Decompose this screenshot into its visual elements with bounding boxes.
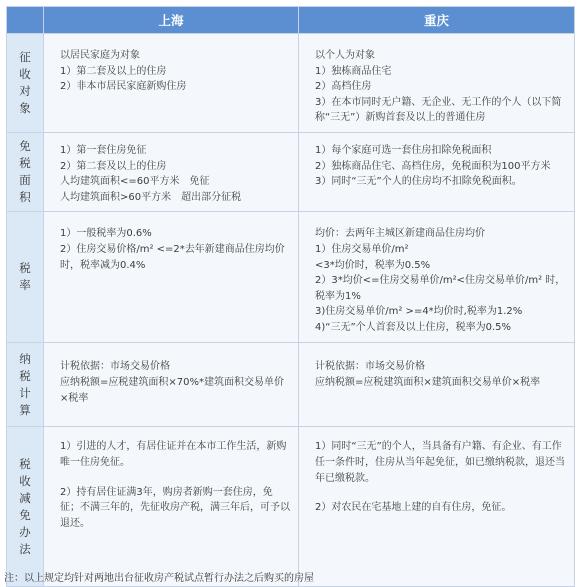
row-tax-relief (7, 427, 575, 587)
chongqing-cell: 计税依据：市场交易价格 应纳税额=应税建筑面积×建筑面积交易单价×税率 (299, 343, 575, 427)
shanghai-cell: 1）第一套住房免征 2）第二套及以上的住房 人均建筑面积<=60平方米 免征 人均建筑面积>60平方米 超出部分征税 (44, 132, 299, 211)
chongqing-cell: 均价：去两年主城区新建商品住房均价 1）住房交易单价/m² <3*均价时，税率为0.5% 2）3*均价<=住房交易单价/m²<住房交易单价/m² 时，税率为1% 3)住房交易单价/m² >=4*均价时,税率为1.2% 4)“三无”个人首套及以上住房，税率为0.5% (299, 212, 575, 343)
chongqing-cell: 1）同时“三无”的个人，当具备有户籍、有企业、有工作任一条件时，住房从当年起免征，如已缴纳税款，退还当年已缴税款。 2）对农民在宅基地上建的自有住房，免征。 (299, 427, 575, 587)
row-tax-rate (7, 212, 575, 343)
chongqing-cell: 以个人为对象 1）独栋商品住宅 2）高档住房 3）在本市同时无户籍、无企业、无工作的个人（以下简称“三无”）新购首套及以上的普通住房 (299, 34, 575, 133)
comparison-table (6, 6, 575, 587)
row-label: 征 收 对 象 (7, 34, 44, 133)
corner-cell (7, 7, 44, 34)
row-tax-target (7, 34, 575, 133)
chongqing-cell: 1）每个家庭可选一套住房扣除免税面积 2）独栋商品住宅、高档住房，免税面积为100平方米 3）同时“三无”个人的住房均不扣除免税面积。 (299, 132, 575, 211)
row-label: 免 税 面 积 (7, 132, 44, 211)
row-exempt-area (7, 132, 575, 211)
row-label: 税 率 (7, 212, 44, 343)
shanghai-cell: 计税依据：市场交易价格 应纳税额=应税建筑面积×70%*建筑面积交易单价×税率 (44, 343, 299, 427)
shanghai-cell: 以居民家庭为对象 1）第二套及以上的住房 2）非本市居民家庭新购住房 (44, 34, 299, 133)
row-tax-calc (7, 343, 575, 427)
shanghai-cell: 1）一般税率为0.6% 2）住房交易价格/m² <=2*去年新建商品住房均价时，税率减为0.4% (44, 212, 299, 343)
header-shanghai: 上海 (44, 7, 299, 34)
header-row (7, 7, 575, 34)
row-label: 税 收 减 免 办 法 (7, 427, 44, 587)
footnote: 注：以上规定均针对两地出台征收房产税试点暂行办法之后购买的房屋 (4, 573, 314, 584)
shanghai-cell: 1）引进的人才，有居住证并在本市工作生活，新购唯一住房免征。 2）持有居住证满3年，购房者新购一套住房，免征；不满三年的，先征收房产税，满三年后，可予以退还。 (44, 427, 299, 587)
header-chongqing: 重庆 (299, 7, 575, 34)
row-label: 纳 税 计 算 (7, 343, 44, 427)
